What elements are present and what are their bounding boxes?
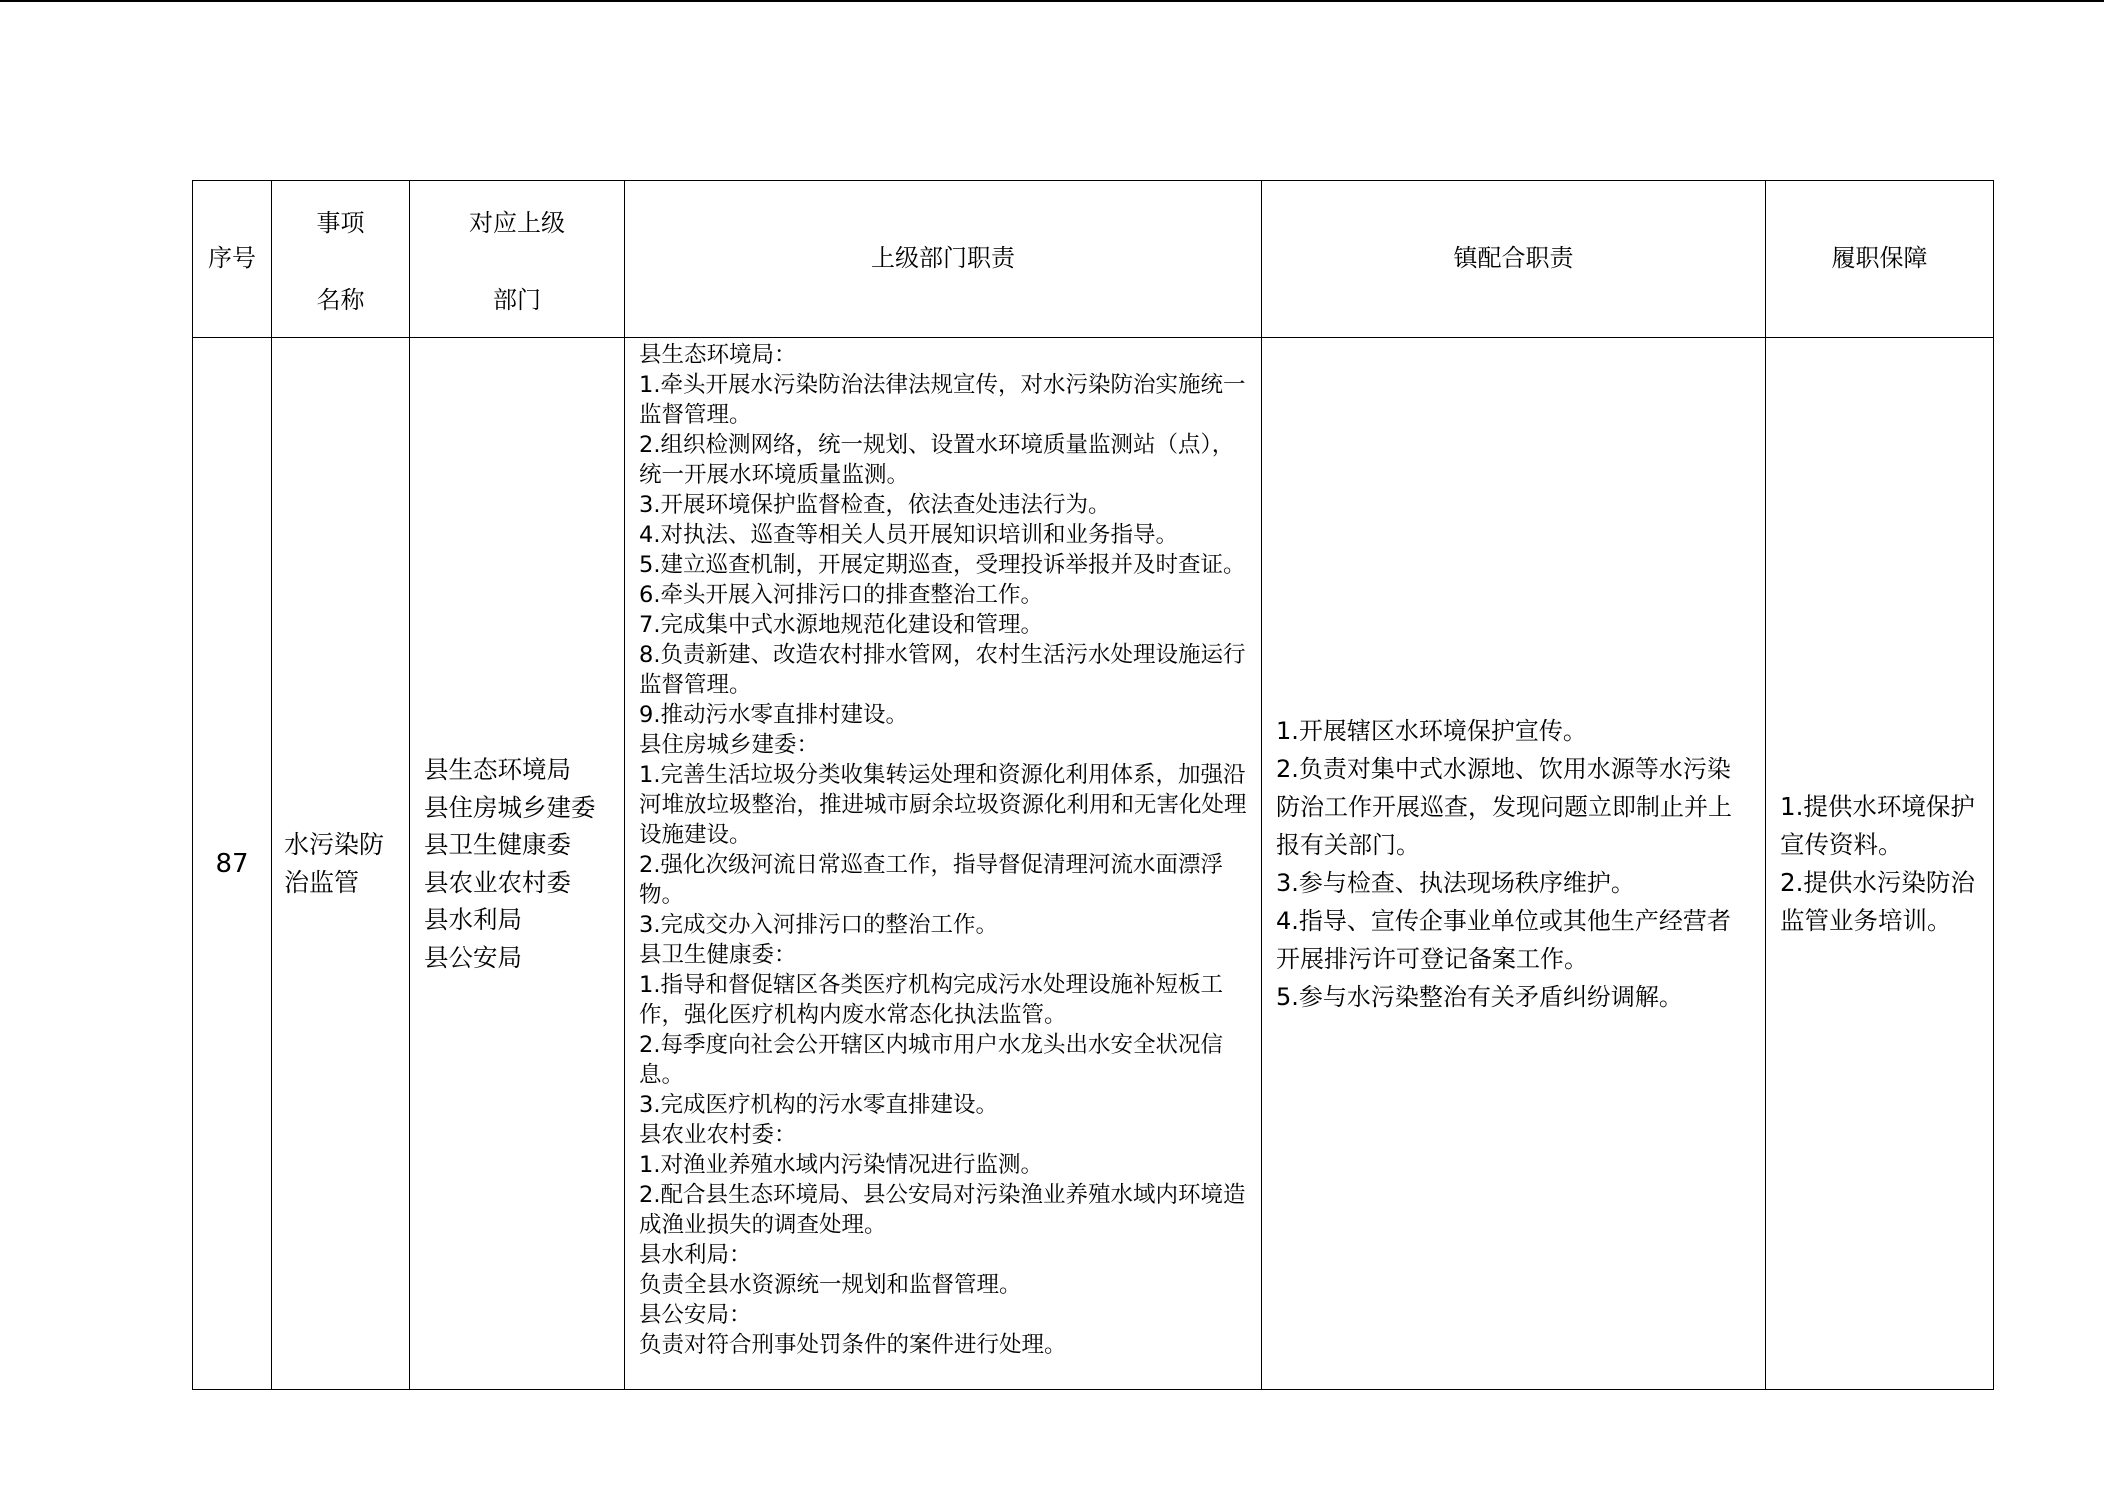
upper-duty-line: 3.完成医疗机构的污水零直排建设。 (639, 1092, 998, 1118)
department-item: 县住房城乡建委 (424, 792, 596, 822)
page-top-border (0, 0, 2104, 2)
upper-duty-line: 县住房城乡建委： (639, 732, 820, 758)
header-dept-line1: 对应上级 (469, 209, 565, 237)
header-department (410, 181, 625, 338)
upper-duty-line: 2.配合县生态环境局、县公安局对污染渔业养殖水域内环境造成渔业损失的调查处理。 (639, 1182, 1246, 1238)
row-town-duties (1262, 338, 1766, 1390)
upper-duty-line: 6.牵头开展入河排污口的排查整治工作。 (639, 582, 1043, 608)
upper-duty-line: 1.对渔业养殖水域内污染情况进行监测。 (639, 1152, 1043, 1178)
row-guarantees (1766, 338, 1994, 1390)
town-duty-line: 3.参与检查、执法现场秩序维护。 (1276, 868, 1635, 897)
upper-duty-line: 3.完成交办入河排污口的整治工作。 (639, 912, 998, 938)
row-item-name: 水污染防治监管 (272, 338, 410, 1390)
upper-duty-line: 县卫生健康委： (639, 942, 797, 968)
header-dept-line2: 部门 (493, 286, 541, 314)
department-item: 县农业农村委 (424, 867, 571, 897)
upper-duty-line: 县生态环境局： (639, 342, 797, 368)
header-town-duty: 镇配合职责 (1262, 181, 1766, 338)
department-item: 县水利局 (424, 905, 522, 934)
upper-duty-line: 1.指导和督促辖区各类医疗机构完成污水处理设施补短板工作，强化医疗机构内废水常态化执法监管。 (639, 972, 1223, 1028)
row-departments (410, 338, 625, 1390)
town-duty-line: 5.参与水污染整治有关矛盾纠纷调解。 (1276, 982, 1683, 1011)
header-item-line1: 事项 (316, 209, 365, 237)
town-duty-line: 1.开展辖区水环境保护宣传。 (1276, 716, 1587, 745)
table-row (193, 338, 1994, 1390)
department-item: 县公安局 (424, 942, 522, 972)
upper-duty-line: 7.完成集中式水源地规范化建设和管理。 (639, 612, 1043, 638)
upper-duty-line: 1.完善生活垃圾分类收集转运处理和资源化利用体系，加强沿河堆放垃圾整治，推进城市厨余垃圾资源化利用和无害化处理设施建设。 (639, 762, 1247, 848)
upper-duty-line: 8.负责新建、改造农村排水管网，农村生活污水处理设施运行监督管理。 (639, 642, 1246, 698)
guarantee-line: 1.提供水环境保护宣传资料。 (1780, 791, 1975, 859)
upper-duty-line: 3.开展环境保护监督检查，依法查处违法行为。 (639, 492, 1111, 518)
upper-duty-line: 5.建立巡查机制，开展定期巡查，受理投诉举报并及时查证。 (639, 552, 1246, 578)
header-seq: 序号 (193, 181, 272, 338)
header-upper-duty: 上级部门职责 (625, 181, 1262, 338)
row-seq: 87 (193, 338, 272, 1390)
guarantee-line: 2.提供水污染防治监管业务培训。 (1780, 867, 1975, 935)
header-item-line2: 名称 (316, 286, 365, 314)
upper-duty-line: 负责对符合刑事处罚条件的案件进行处理。 (639, 1332, 1067, 1358)
upper-duty-line: 县农业农村委： (639, 1122, 797, 1148)
town-duty-line: 4.指导、宣传企事业单位或其他生产经营者开展排污许可登记备案工作。 (1276, 906, 1731, 973)
upper-duty-line: 1.牵头开展水污染防治法律法规宣传，对水污染防治实施统一监督管理。 (639, 372, 1246, 428)
upper-duty-line: 4.对执法、巡查等相关人员开展知识培训和业务指导。 (639, 522, 1178, 548)
upper-duty-line: 2.组织检测网络，统一规划、设置水环境质量监测站（点），统一开展水环境质量监测。 (639, 432, 1235, 488)
upper-duty-line: 负责全县水资源统一规划和监督管理。 (639, 1272, 1022, 1298)
header-guarantee: 履职保障 (1766, 181, 1994, 338)
header-row (193, 181, 1994, 338)
upper-duty-line: 县水利局： (639, 1242, 752, 1268)
upper-duty-line: 9.推动污水零直排村建设。 (639, 702, 908, 728)
town-duty-line: 2.负责对集中式水源地、饮用水源等水污染防治工作开展巡查，发现问题立即制止并上报有关部门。 (1276, 754, 1732, 859)
department-item: 县生态环境局 (424, 755, 571, 784)
department-item: 县卫生健康委 (424, 830, 571, 859)
header-item-name (272, 181, 410, 338)
row-upper-duties (625, 338, 1262, 1390)
duty-table (192, 180, 1994, 1390)
upper-duty-line: 2.每季度向社会公开辖区内城市用户水龙头出水安全状况信息。 (639, 1032, 1223, 1088)
upper-duty-line: 县公安局： (639, 1302, 752, 1328)
upper-duty-line: 2.强化次级河流日常巡查工作，指导督促清理河流水面漂浮物。 (639, 852, 1223, 908)
